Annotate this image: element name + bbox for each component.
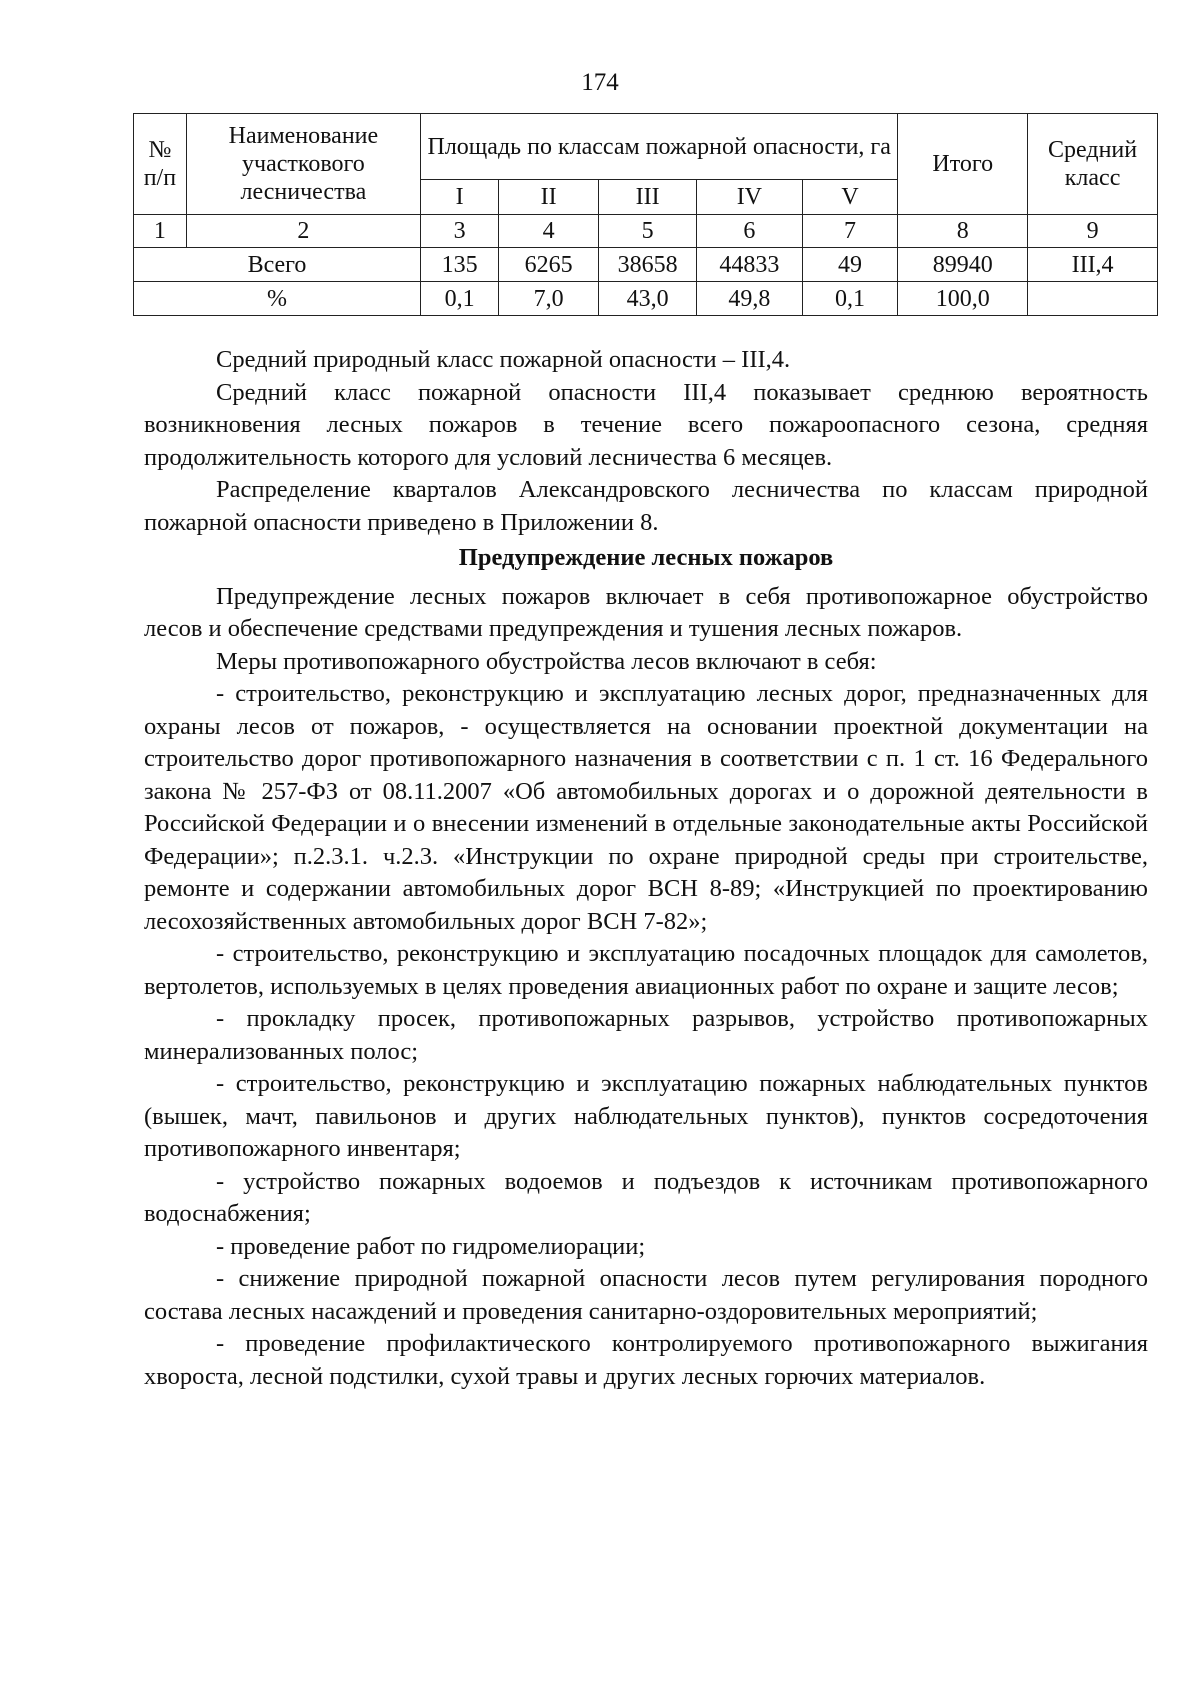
column-number: 1 [134, 215, 187, 248]
table-cell: 6265 [499, 248, 599, 282]
header-num: № п/п [134, 114, 187, 215]
page-number: 174 [581, 69, 619, 96]
table-cell [1028, 282, 1158, 316]
column-number: 8 [898, 215, 1028, 248]
paragraph: Меры противопожарного обустройства лесов включают в себя: [216, 647, 877, 675]
header-class: IV [697, 180, 803, 215]
column-number: 9 [1028, 215, 1158, 248]
column-number-row [134, 215, 1158, 248]
table-cell: 7,0 [499, 282, 599, 316]
list-item: - строительство, реконструкцию и эксплуатацию посадочных площадок для самолетов, вертолетов, используемых в целях проведения авиационных работ по охране и защите лесов; [144, 940, 1148, 1000]
row-label: % [134, 282, 421, 316]
table-cell: 89940 [898, 248, 1028, 282]
header-name: Наименование участкового лесничества [186, 114, 420, 215]
body-text [144, 344, 1148, 1393]
paragraph: Распределение кварталов Александровского лесничества по классам природной пожарной опасности приведено в Приложении 8. [144, 476, 1148, 536]
list-item: - строительство, реконструкцию и эксплуатацию лесных дорог, предназначенных для охраны лесов от пожаров, - осуществляется на основании проектной документации на строительство дорог противопожарного назначения в соответствии с п. 1 ст. 16 Федерального закона № 257-ФЗ от 08.11.2007 «Об автомобильных дорогах и о дорожной деятельности в Российской Федерации и о внесении изменений в отдельные законодательные акты Российской Федерации»; п.2.3.1. ч.2.3. «Инструкции по охране природной среды при строительстве, ремонте и содержании автомобильных дорог ВСН 8-89; «Инструкцией по проектированию лесохозяйственных автомобильных дорог ВСН 7-82»; [144, 680, 1148, 935]
table-cell: 43,0 [599, 282, 697, 316]
header-class: III [599, 180, 697, 215]
list-item: - устройство пожарных водоемов и подъездов к источникам противопожарного водоснабжения; [144, 1167, 1148, 1227]
table-cell: 100,0 [898, 282, 1028, 316]
row-label: Всего [134, 248, 421, 282]
column-number: 3 [421, 215, 499, 248]
table-cell: 38658 [599, 248, 697, 282]
header-total: Итого [898, 114, 1028, 215]
header-avg-class: Средний класс [1028, 114, 1158, 215]
column-number: 2 [186, 215, 420, 248]
table-row [134, 282, 1158, 316]
header-area-group: Площадь по классам пожарной опасности, га [421, 114, 898, 180]
table-cell: 135 [421, 248, 499, 282]
header-class: I [421, 180, 499, 215]
section-heading: Предупреждение лесных пожаров [458, 544, 834, 571]
table-cell: 0,1 [421, 282, 499, 316]
paragraph: Средний природный класс пожарной опасности – III,4. [216, 346, 791, 373]
fire-class-table [133, 113, 1158, 316]
list-item: - прокладку просек, противопожарных разрывов, устройство противопожарных минерализованных полос; [144, 1005, 1148, 1065]
column-number: 4 [499, 215, 599, 248]
table-row [134, 248, 1158, 282]
table-cell: III,4 [1028, 248, 1158, 282]
table-cell: 49,8 [697, 282, 803, 316]
column-number: 5 [599, 215, 697, 248]
table-cell: 44833 [697, 248, 803, 282]
header-class: V [802, 180, 898, 215]
list-item: - снижение природной пожарной опасности лесов путем регулирования породного состава лесных насаждений и проведения санитарно-оздоровительных мероприятий; [144, 1265, 1148, 1325]
paragraph: Средний класс пожарной опасности III,4 показывает среднюю вероятность возникновения лесных пожаров в течение всего пожароопасного сезона, средняя продолжительность которого для условий лесничества 6 месяцев. [144, 378, 1148, 471]
column-number: 7 [802, 215, 898, 248]
paragraph: Предупреждение лесных пожаров включает в себя противопожарное обустройство лесов и обеспечение средствами предупреждения и тушения лесных пожаров. [144, 582, 1148, 642]
list-item: - строительство, реконструкцию и эксплуатацию пожарных наблюдательных пунктов (вышек, мачт, павильонов и других наблюдательных пунктов), пунктов сосредоточения противопожарного инвентаря; [144, 1070, 1148, 1162]
table-cell: 0,1 [802, 282, 898, 316]
list-item: - проведение профилактического контролируемого противопожарного выжигания хвороста, лесной подстилки, сухой травы и других лесных горючих материалов. [144, 1330, 1148, 1390]
header-class: II [499, 180, 599, 215]
column-number: 6 [697, 215, 803, 248]
list-item: - проведение работ по гидромелиорации; [216, 1232, 646, 1260]
table-cell: 49 [802, 248, 898, 282]
